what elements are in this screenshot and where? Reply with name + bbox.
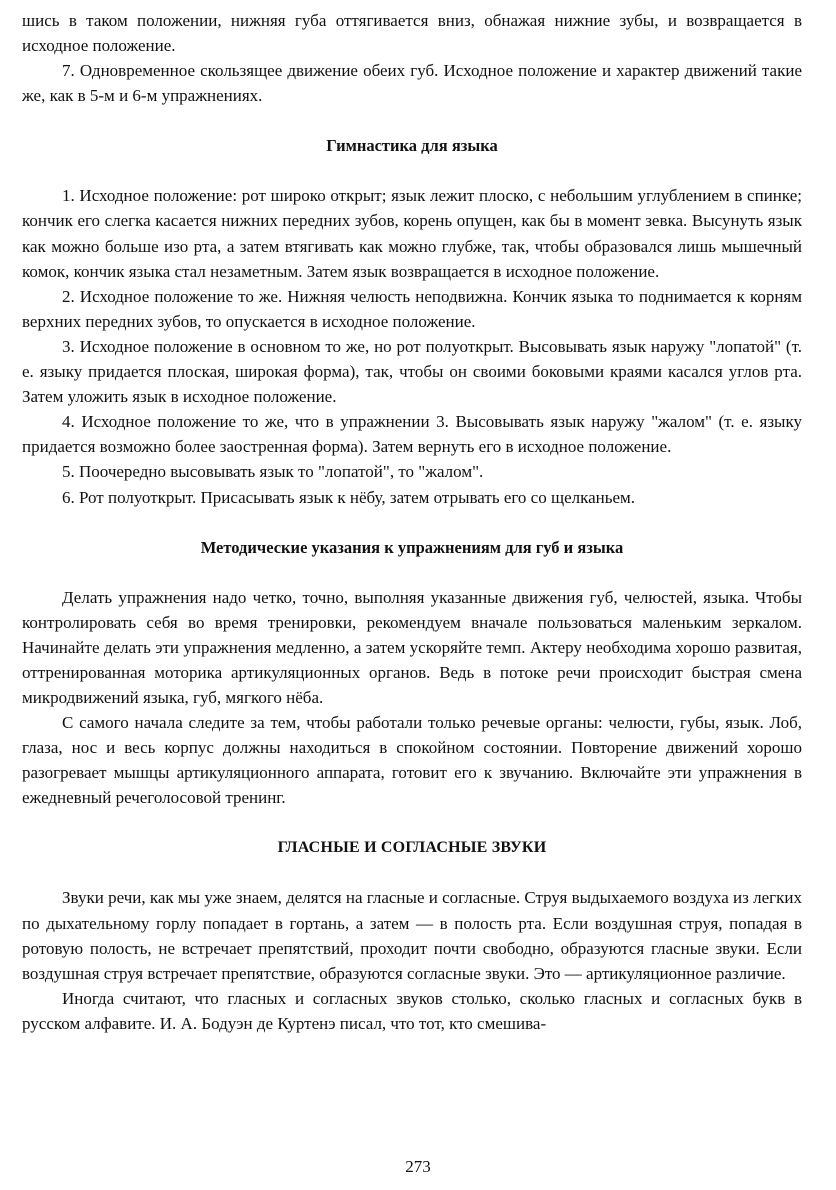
paragraph-tongue-exercise-3: 3. Исходное положение в основном то же, но рот полуоткрыт. Высовывать язык наружу "лопатой" (т. е. языку придается плоская, широкая форма), так, чтобы он своими боковыми краями касался углов рта. Затем уложить язык в исходное положение. bbox=[22, 336, 802, 407]
heading-vowels-consonants: ГЛАСНЫЕ И СОГЛАСНЫЕ ЗВУКИ bbox=[277, 839, 547, 857]
paragraph-sounds-2: Иногда считают, что гласных и согласных звуков столько, сколько гласных и согласных букв в русском алфавите. И. А. Бодуэн де Куртенэ писал, что тот, кто смешива- bbox=[22, 988, 802, 1033]
paragraph-tongue-exercise-5: 5. Поочередно высовывать язык то "лопатой", то "жалом". bbox=[62, 462, 484, 482]
paragraph-methods-1: Делать упражнения надо четко, точно, выполняя указанные движения губ, челюстей, языка. Чтобы контролировать себя во время тренировки, рекомендуем вначале пользоваться маленьким зеркалом. Начинайте делать эти упражнения медленно, а затем ускоряйте темп. Актеру необходима хорошо развитая, оттренированная моторика артикуляционных органов. Ведь в потоке речи происходит быстрая смена микродвижений языка, губ, мягкого нёба. bbox=[22, 587, 802, 707]
page-number: 273 bbox=[405, 1157, 431, 1176]
paragraph-tongue-exercise-2: 2. Исходное положение то же. Нижняя челюсть неподвижна. Кончик языка то поднимается к корням верхних передних зубов, то опускается в исходное положение. bbox=[22, 286, 802, 331]
heading-tongue-gymnastics: Гимнастика для языка bbox=[326, 136, 498, 156]
paragraph-continuation: шись в таком положении, нижняя губа оттягивается вниз, обнажая нижние зубы, и возвращается в исходное положение. bbox=[22, 11, 802, 56]
paragraph-lips-exercise-7: 7. Одновременное скользящее движение обеих губ. Исходное положение и характер движений такие же, как в 5-м и 6-м упражнениях. bbox=[22, 61, 802, 106]
heading-methodical-guidelines: Методические указания к упражнениям для губ и языка bbox=[200, 537, 624, 557]
paragraph-methods-2: С самого начала следите за тем, чтобы работали только речевые органы: челюсти, губы, язык. Лоб, глаза, нос и весь корпус должны находиться в спокойном состоянии. Повторение движений хорошо разогревает мышцы артикуляционного аппарата, готовит его к звучанию. Включайте эти упражнения в ежедневный речеголосовой тренинг. bbox=[22, 713, 802, 808]
paragraph-tongue-exercise-1: 1. Исходное положение: рот широко открыт; язык лежит плоско, с небольшим углублением в спинке; кончик его слегка касается нижних передних зубов, корень опущен, как бы в момент зевка. Высунуть язык как можно больше изо рта, а затем втягивать как можно глубже, так, чтобы образовался лишь мышечный комок, кончик языка стал незаметным. Затем язык возвращается в исходное положение. bbox=[22, 186, 802, 281]
paragraph-tongue-exercise-6: 6. Рот полуоткрыт. Присасывать язык к нёбу, затем отрывать его со щелканьем. bbox=[62, 487, 636, 507]
paragraph-tongue-exercise-4: 4. Исходное положение то же, что в упражнении 3. Высовывать язык наружу "жалом" (т. е. языку придается возможно более заостренная форма). Затем вернуть его в исходное положение. bbox=[22, 412, 802, 457]
paragraph-sounds-1: Звуки речи, как мы уже знаем, делятся на гласные и согласные. Струя выдыхаемого воздуха из легких по дыхательному горлу попадает в гортань, а затем — в полость рта. Если воздушная струя, попадая в ротовую полость, не встречает препятствий, проходит почти свободно, образуются гласные звуки. Если воздушная струя встречает препятствие, образуются согласные звуки. Это — артикуляционное различие. bbox=[22, 888, 802, 983]
document-page bbox=[22, 8, 802, 1036]
